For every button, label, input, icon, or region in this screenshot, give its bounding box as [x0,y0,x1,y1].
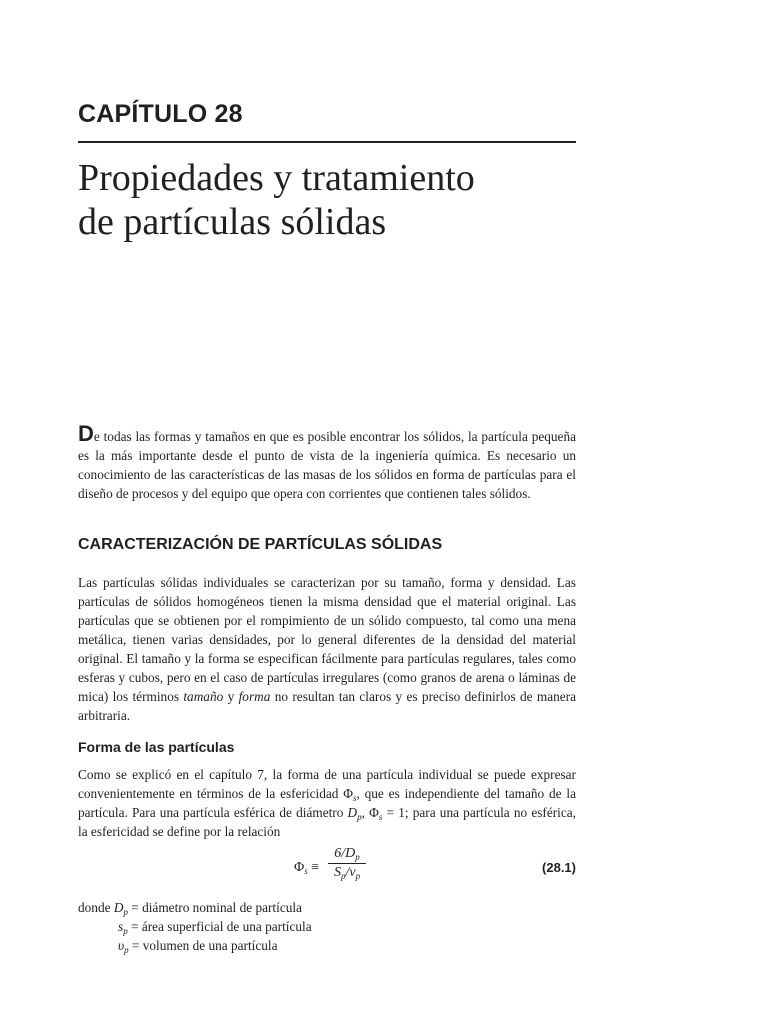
equation-lhs [294,860,319,876]
subsection-text-b: , que es independiente del tamaño de la partícula. Para una partícula esférica de diámetro [78,786,576,820]
definition-symbol: υ [118,938,125,953]
definition-row [78,898,576,917]
definition-row [78,936,576,955]
dropcap: D [78,421,94,446]
equation-numerator [328,846,366,862]
equation-denominator [328,865,366,881]
section-heading: CARACTERIZACIÓN DE PARTÍCULAS SÓLIDAS [78,536,443,553]
equation-phi-sub: s [304,866,308,876]
definition-symbol: s [118,919,124,934]
equation-fraction [328,846,366,881]
section-paragraph [78,573,576,725]
chapter-label: CAPÍTULO 28 [78,100,243,128]
definition-symbol-sub: p [123,907,128,917]
subsection-text-c: , Φ [361,805,379,820]
subsection-text-a: Como se explicó en el capítulo 7, la forma de una partícula individual se puede expresar convenientemente en términos de la esfericidad Φ [78,767,576,801]
chapter-title-line2: de partículas sólidas [78,201,387,243]
definition-text: = diámetro nominal de partícula [127,900,302,915]
equation-numerator-sub: p [355,852,360,862]
chapter-rule [78,141,576,143]
definition-text: = área superficial de una partícula [127,919,312,934]
subsection-paragraph [78,765,576,841]
equation-denominator-a-sub: p [341,871,346,881]
chapter-title-line1: Propiedades y tratamiento [78,157,475,199]
subscript-p: p [357,812,362,822]
term-tamano: tamaño [183,689,224,704]
equation-number: (28.1) [542,860,576,875]
subsection-text-d: = 1; para una partícula no esférica, la esfericidad se define por la relación [78,805,576,839]
equation-denominator-b-sub: p [355,871,361,881]
equation-phi: Φ [294,860,305,875]
equation-denominator-b: /v [345,865,356,880]
section-text-a: Las partículas sólidas individuales se caracterizan por su tamaño, forma y densidad. Las partículas de sólidos homogéneos tienen la misma densidad que el material original. Las partículas que se obtienen por el rompimiento de un sólido compuesto, tal como una mena metálica, tienen varias densidades, por lo general diferentes de la densidad del material original. El tamaño y la forma se especifican fácilmente para partículas regulares, tales como esferas y cubos, pero en el caso de partículas irregulares (como granos de arena o láminas de mica) los términos [78,575,576,704]
definition-symbol: D [113,900,124,915]
definition-row [78,917,576,936]
definition-symbol-sub: p [124,945,129,955]
equation-numerator-text: 6/D [334,846,356,861]
intro-text: e todas las formas y tamaños en que es posible encontrar los sólidos, la partícula pequeña es la más importante desde el punto de vista de la ingeniería química. Es necesario un conocimiento de las características de las masas de los sólidos en forma de partículas para el diseño de procesos y del equipo que opera con corrientes que contienen tales sólidos. [78,429,576,501]
definition-symbol-sub: p [123,926,128,936]
definition-text: = volumen de una partícula [128,938,278,953]
subsection-heading: Forma de las partículas [78,739,235,755]
intro-paragraph [78,421,576,503]
equation [78,846,576,890]
definitions-where: donde [78,900,114,915]
equation-fraction-bar [328,863,366,864]
symbol-dp: D [347,805,358,820]
term-forma: forma [238,689,271,704]
chapter-title [78,156,598,244]
section-text-c: no resultan tan claros y es preciso definirlos de manera arbitraria. [78,689,576,723]
equation-denominator-a: S [334,865,341,880]
subscript-s-2: s [378,812,383,822]
definitions-list [78,898,576,955]
subscript-s: s [352,793,357,803]
section-text-b: y [223,689,239,704]
equation-relation: ≡ [307,860,320,875]
